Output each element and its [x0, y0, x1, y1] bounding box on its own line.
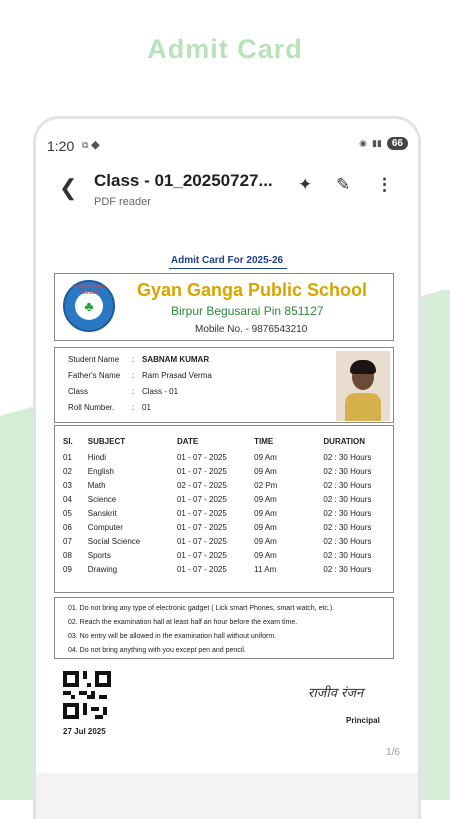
- document-viewer[interactable]: [36, 221, 418, 819]
- table-cell: Drawing: [87, 565, 118, 575]
- file-title: Class - 01_20250727...: [94, 171, 273, 190]
- table-row: [63, 563, 393, 577]
- table-cell: Computer: [87, 523, 123, 533]
- schedule-table: [63, 432, 393, 577]
- table-cell: 09 Am: [254, 551, 277, 561]
- info-row: Student Name : SABNAM KUMAR: [68, 355, 210, 364]
- table-cell: Science: [87, 494, 117, 504]
- table-cell: 01 - 07 - 2025: [176, 523, 227, 533]
- school-mobile: Mobile No. - 9876543210: [195, 324, 308, 335]
- wifi-icon: ◉: [359, 138, 367, 148]
- phone-frame: [33, 116, 421, 819]
- battery-icon: 66: [387, 137, 408, 150]
- app-bar: [36, 165, 418, 221]
- table-cell: 02 : 30 Hours: [323, 565, 372, 575]
- table-cell: 01: [63, 452, 72, 462]
- table-cell: 01 - 07 - 2025: [176, 537, 227, 547]
- table-row: [63, 520, 393, 534]
- table-cell: 09: [63, 565, 72, 575]
- table-row: [63, 464, 393, 478]
- table-row: [63, 492, 393, 506]
- info-row: Father's Name : Ram Prasad Verma: [68, 371, 212, 380]
- screenshot-icon: ⧉ ◆: [82, 140, 100, 150]
- table-row: [63, 450, 393, 464]
- logo-text: Holly Mission School: [72, 284, 106, 296]
- signal-icon: ▮▮: [371, 138, 382, 148]
- rule-item: 01. Do not bring any type of electronic gadget ( Lick smart Phones, smart watch, etc.).: [68, 605, 335, 612]
- rule-item: 02. Reach the examination hall at least half an hour before the exam time.: [68, 619, 298, 626]
- table-cell: 01 - 07 - 2025: [176, 494, 227, 504]
- table-cell: 06: [63, 523, 72, 533]
- table-cell: 02 : 30 Hours: [323, 551, 372, 561]
- school-name: Gyan Ganga Public School: [137, 280, 368, 300]
- table-row: [63, 478, 393, 492]
- app-subtitle: PDF reader: [94, 196, 151, 208]
- table-cell: 02 : 30 Hours: [323, 523, 372, 533]
- table-header: SI. SUBJECT DATE TIME DURATION: [63, 436, 366, 446]
- rule-item: 04. Do not bring anything with you except pen and pencil.: [68, 647, 246, 654]
- more-icon[interactable]: ⋮: [376, 175, 393, 194]
- table-cell: Hindi: [87, 452, 106, 462]
- table-cell: Math: [87, 480, 106, 490]
- back-icon[interactable]: ❮: [59, 175, 78, 200]
- table-cell: 02 : 30 Hours: [323, 508, 372, 518]
- rule-item: 03. No entry will be allowed in the examination hall without uniform.: [68, 633, 277, 640]
- table-row: [63, 535, 393, 549]
- table-cell: 04: [63, 494, 72, 504]
- info-row: Roll Number. : 01: [68, 403, 151, 412]
- table-cell: 02 - 07 - 2025: [176, 480, 227, 490]
- table-cell: Social Science: [87, 537, 141, 547]
- table-cell: 09 Am: [254, 466, 277, 476]
- edit-icon[interactable]: ✎: [336, 175, 351, 194]
- table-cell: 09 Am: [254, 537, 277, 547]
- table-cell: 03: [63, 480, 72, 490]
- table-cell: 01 - 07 - 2025: [176, 508, 227, 518]
- principal-label: Principal: [346, 716, 380, 725]
- student-info: [54, 347, 394, 423]
- promo-title: Admit Card: [147, 34, 303, 64]
- exam-rules: [54, 597, 394, 659]
- info-row: Class : Class - 01: [68, 387, 179, 396]
- table-cell: 02 : 30 Hours: [323, 494, 372, 504]
- table-cell: 09 Am: [254, 508, 277, 518]
- table-cell: Sanskrit: [87, 508, 117, 518]
- school-address: Birpur Begusarai Pin 851127: [171, 304, 324, 318]
- table-cell: 02 : 30 Hours: [323, 466, 372, 476]
- school-logo: [63, 280, 115, 332]
- qr-code: [63, 671, 111, 719]
- logo-emblem-icon: ♣: [75, 292, 103, 320]
- table-cell: 09 Am: [254, 523, 277, 533]
- table-cell: Sports: [87, 551, 111, 561]
- table-cell: 01 - 07 - 2025: [176, 466, 227, 476]
- status-bar: [36, 119, 418, 154]
- table-cell: 05: [63, 508, 72, 518]
- table-cell: 02: [63, 466, 72, 476]
- principal-signature: राजीव रंजन: [308, 686, 364, 701]
- table-cell: 08: [63, 551, 72, 561]
- student-photo: [336, 351, 390, 421]
- issue-date: 27 Jul 2025: [63, 727, 106, 736]
- table-cell: 01 - 07 - 2025: [176, 551, 227, 561]
- table-row: [63, 549, 393, 563]
- table-cell: 02 : 30 Hours: [323, 452, 372, 462]
- table-row: [63, 506, 393, 520]
- school-header: [54, 273, 394, 341]
- table-cell: 07: [63, 537, 72, 547]
- table-cell: 01 - 07 - 2025: [176, 565, 227, 575]
- exam-schedule: [54, 425, 394, 593]
- table-cell: 02 : 30 Hours: [323, 537, 372, 547]
- table-cell: English: [87, 466, 115, 476]
- pdf-page: [36, 221, 418, 773]
- page-indicator: 1/6: [386, 747, 400, 758]
- table-cell: 02 Pm: [254, 480, 278, 490]
- heading-underline: [169, 268, 287, 269]
- table-cell: 11 Am: [254, 565, 277, 575]
- table-cell: 09 Am: [254, 494, 277, 504]
- status-icons: [359, 137, 408, 150]
- admit-card-heading: Admit Card For 2025-26: [170, 255, 284, 266]
- sparkle-icon[interactable]: ✦: [298, 175, 313, 194]
- table-cell: 09 Am: [254, 452, 277, 462]
- table-cell: 02 : 30 Hours: [323, 480, 372, 490]
- status-time: 1:20: [47, 138, 75, 154]
- table-cell: 01 - 07 - 2025: [176, 452, 227, 462]
